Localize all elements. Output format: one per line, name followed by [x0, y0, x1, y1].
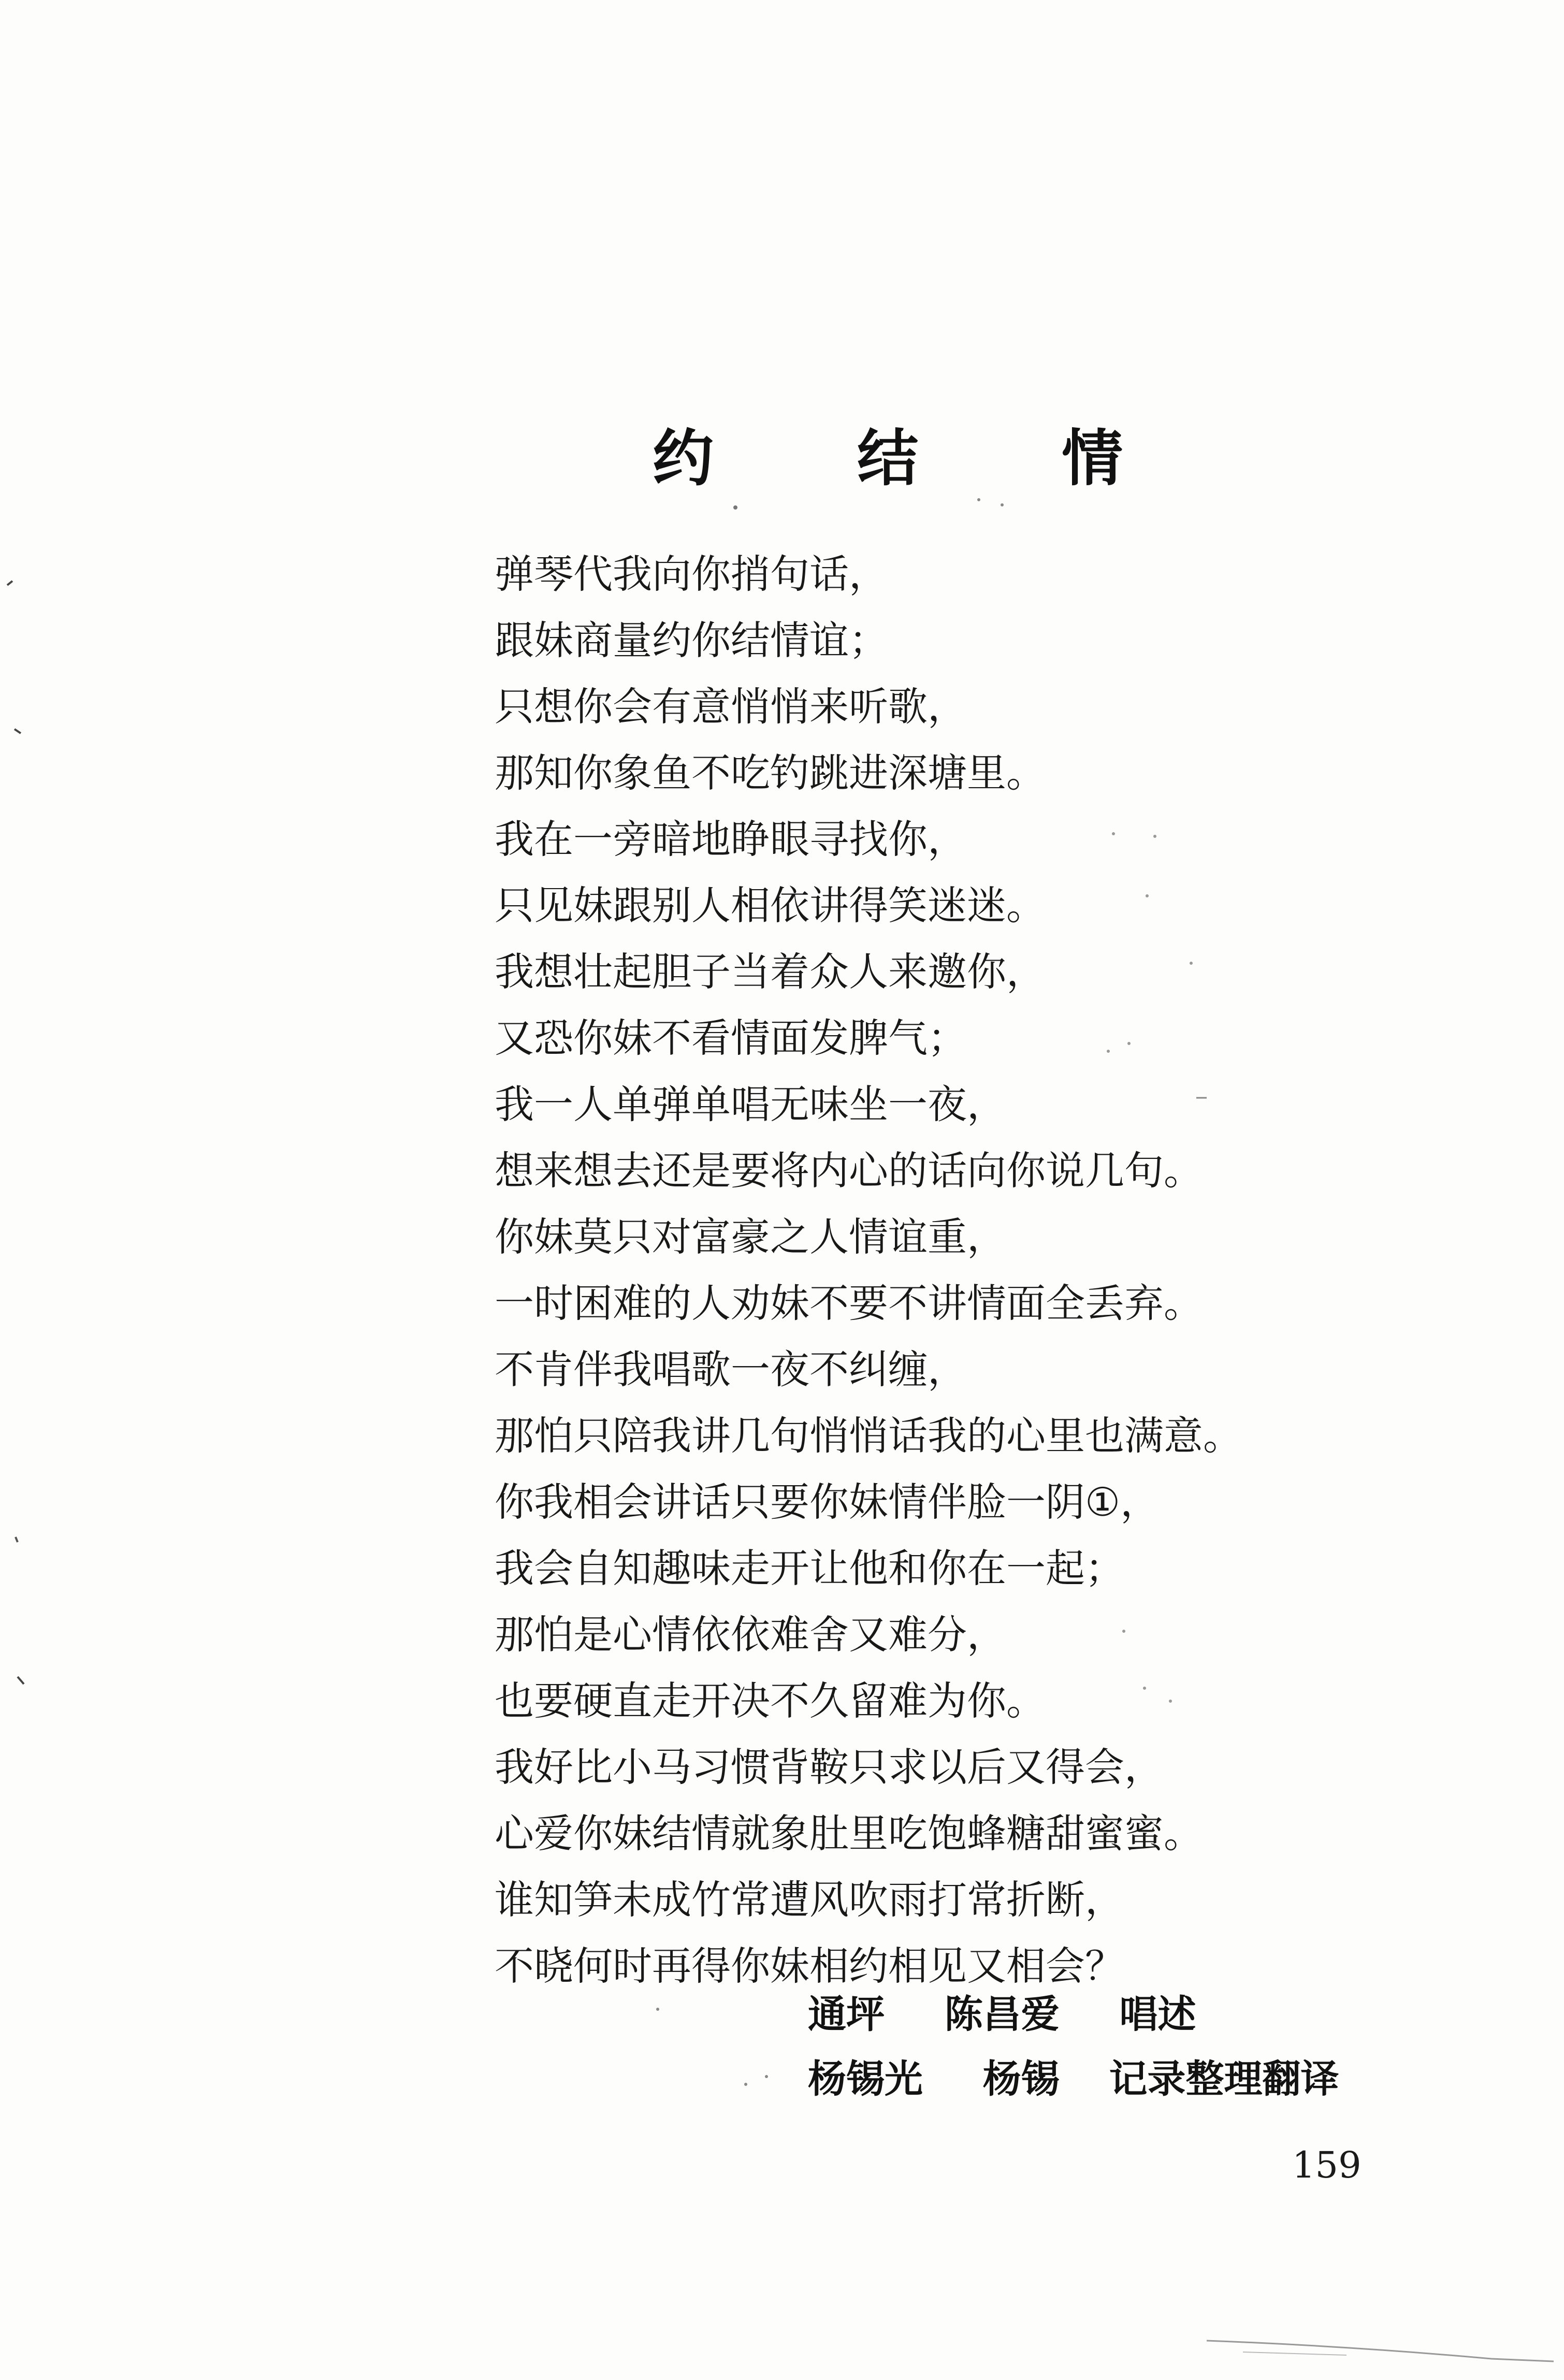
poem-line: 只想你会有意悄悄来听歌， — [495, 684, 967, 730]
credit-singer-role: 唱述 — [1119, 1992, 1196, 2037]
poem-line: 我在一旁暗地睁眼寻找你， — [495, 816, 967, 862]
poem-line: 那知你象鱼不吃钓跳进深塘里。 — [495, 750, 1046, 796]
credit-place: 通坪 — [808, 1992, 885, 2037]
poem-body — [495, 541, 1530, 1999]
poem-line: 也要硬直走开决不久留难为你。 — [495, 1678, 1046, 1724]
poem-line: 只见妹跟别人相依讲得笑迷迷。 — [495, 882, 1046, 928]
credit-singer-line — [808, 1986, 1196, 2043]
poem-line: 弹琴代我向你捎句话， — [495, 551, 888, 597]
poem-line: 谁知笋未成竹常遭风吹雨打常折断， — [495, 1877, 1124, 1923]
poem-line: 你妹莫只对富豪之人情谊重， — [495, 1214, 1006, 1260]
poem-line: 一时困难的人劝妹不要不讲情面全丢弃。 — [495, 1280, 1203, 1326]
page-number: 159 — [1292, 2144, 1362, 2186]
credit-recorder-2: 杨锡 — [982, 2057, 1060, 2101]
poem-line: 我会自知趣味走开让他和你在一起； — [495, 1545, 1124, 1591]
poem-line: 我好比小马习惯背鞍只求以后又得会， — [495, 1744, 1164, 1790]
poem-line: 我想壮起胆子当着众人来邀你， — [495, 949, 1046, 995]
credit-singer-name: 陈昌爱 — [944, 1992, 1060, 2037]
poem-title: 约 结 情 — [653, 423, 1184, 494]
poem-line: 不肯伴我唱歌一夜不纠缠， — [495, 1346, 967, 1392]
poem-line: 你我相会讲话只要你妹情伴脸一阴①， — [495, 1479, 1160, 1525]
poem-line: 心爱你妹结情就象肚里吃饱蜂糖甜蜜蜜。 — [495, 1810, 1203, 1856]
poem-line: 那怕只陪我讲几句悄悄话我的心里也满意。 — [495, 1413, 1242, 1459]
credit-recorder-role: 记录整理翻译 — [1109, 2057, 1339, 2101]
poem-line: 不晓何时再得你妹相约相见又相会？ — [495, 1943, 1124, 1989]
credit-recorder-line — [808, 2051, 1339, 2108]
poem-line: 想来想去还是要将内心的话向你说几句。 — [495, 1148, 1203, 1194]
poem-line: 又恐你妹不看情面发脾气； — [495, 1015, 967, 1061]
poem-line: 我一人单弹单唱无味坐一夜， — [495, 1081, 1006, 1127]
poem-line: 那怕是心情依依难舍又难分， — [495, 1612, 1006, 1658]
poem-line: 跟妹商量约你结情谊； — [495, 617, 888, 663]
credit-recorder-1: 杨锡光 — [808, 2057, 923, 2101]
